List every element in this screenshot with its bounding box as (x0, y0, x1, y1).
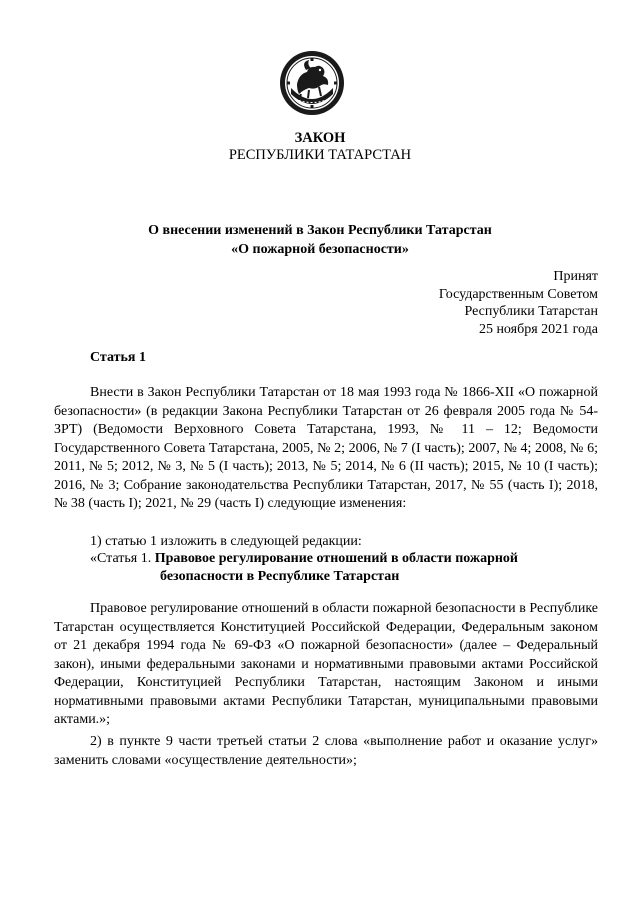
amended-article-title-line-2: безопасности в Республике Татарстан (160, 569, 400, 584)
law-title: ЗАКОН (294, 130, 346, 146)
amendment-item-1: 1) статью 1 изложить в следующей редакции: (90, 534, 362, 549)
amended-article-heading (90, 550, 518, 569)
amended-article-title-line-1: Правовое регулирование отношений в области пожарной (154, 551, 518, 566)
accepted-block (439, 268, 598, 338)
accepted-line-2: Государственным Советом (438, 286, 598, 302)
law-subject-line-1: О внесении изменений в Закон Республики Татарстан (148, 223, 492, 238)
article-heading: Статья 1 (90, 350, 146, 365)
coat-of-arms-emblem-icon (279, 50, 345, 116)
law-subject (0, 221, 640, 259)
law-subtitle: РЕСПУБЛИКИ ТАТАРСТАН (228, 147, 412, 163)
accepted-date: 25 ноября 2021 года (478, 321, 598, 337)
article-intro-paragraph: Внести в Закон Республики Татарстан от 18 мая 1993 года № 1866-XII «О пожарной безопасности» (в редакции Закона Республики Татарстан от 26 февраля 2005 года № 54-ЗРТ) (Ведомости Верховного Совета Татарстана, 1993, № 11 – 12; Ведомости Государственного Совета Татарстана, 2005, № 2; 2006, № 7 (I часть); 2007, № 4; 2008, № 6; 2011, № 5; 2012, № 3, № 5 (I часть); 2013, № 5; 2014, № 6 (II часть); 2015, № 10 (I часть); 2016, № 3; Собрание законодательства Республики Татарстан, 2017, № 55 (часть I); 2018, № 38 (часть I); 2021, № 29 (часть I) следующие изменения: (54, 385, 598, 511)
amendment-item-2: 2) в пункте 9 части третьей статьи 2 слова «выполнение работ и оказание услуг» заменить словами «осуществление деятельности»; (54, 734, 598, 768)
accepted-line-1: Принят (553, 269, 598, 284)
amended-article-body: Правовое регулирование отношений в области пожарной безопасности в Республике Татарстан осуществляется Конституцией Российской Федерации, Федеральным законом от 21 декабря 1994 года № 69-ФЗ «О пожарной безопасности» (далее – Федеральный закон), иными федеральными законами и нормативными правовыми актами Российской Федерации, Конституцией Республики Татарстан, настоящим Законом и иными нормативными правовыми актами Республики Татарстан, муниципальными правовыми актами.»; (54, 601, 598, 727)
accepted-line-3: Республики Татарстан (464, 304, 598, 319)
law-subject-line-2: «О пожарной безопасности» (231, 242, 409, 257)
amended-article-prefix: «Статья 1. (90, 551, 155, 566)
